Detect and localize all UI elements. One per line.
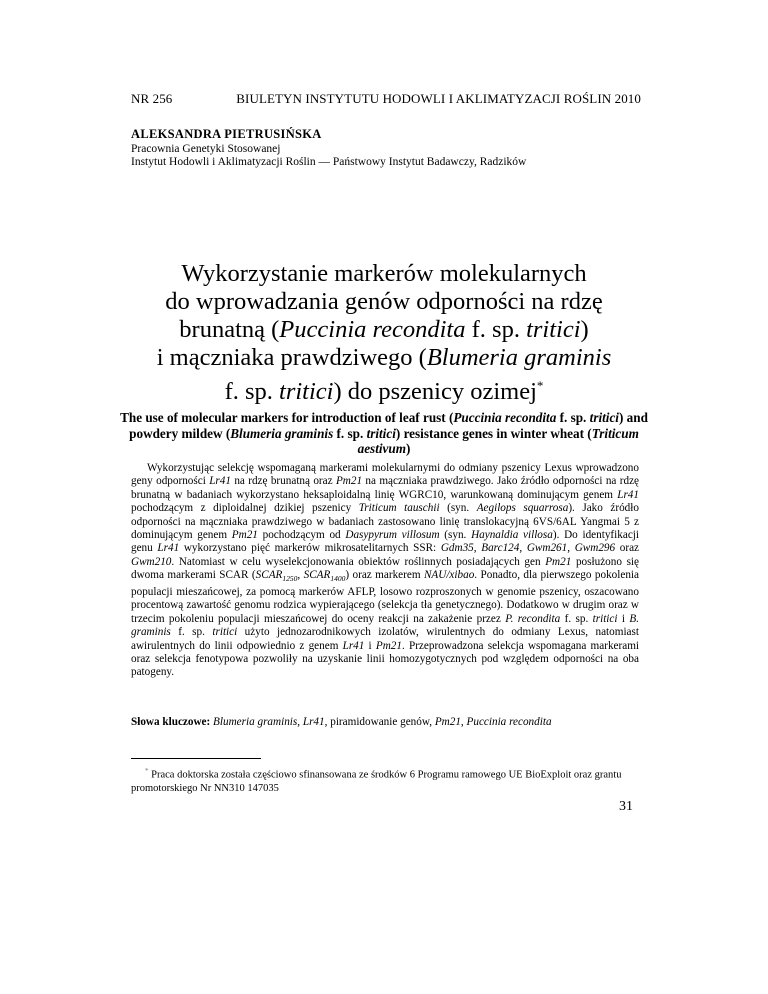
footnote-divider	[131, 758, 261, 759]
issue-number: NR 256	[131, 91, 173, 106]
page-number: 31	[619, 799, 633, 814]
affiliation-lab: Pracownia Genetyki Stosowanej	[131, 143, 281, 155]
title-line: i mączniaka prawdziwego (Blumeria graminis	[156, 344, 612, 371]
title-line: f. sp. tritici) do pszenicy ozimej*	[224, 378, 544, 406]
english-title: The use of molecular markers for introduction of leaf rust (Puccinia recondita f. sp. tritici) and powdery mildew (Blumeria graminis f. sp. tritici) resistance genes in winter wheat (Triticum aestivum)	[120, 410, 648, 456]
footnote-marker: *	[145, 767, 149, 775]
author-block	[131, 128, 651, 169]
keywords-label: Słowa kluczowe:	[131, 716, 211, 728]
footnote: * Praca doktorska została częściowo sfinansowana ze środków 6 Programu ramowego UE BioExploit oraz grantu promotorskiego Nr NN310 147035	[131, 767, 622, 794]
title-line: do wprowadzania genów odporności na rdzę	[165, 288, 603, 315]
title-line: Wykorzystanie markerów molekularnych	[181, 260, 587, 287]
journal-name: BIULETYN INSTYTUTU HODOWLI I AKLIMATYZACJI ROŚLIN 2010	[236, 91, 641, 106]
affiliation-institute: Instytut Hodowli i Aklimatyzacji Roślin — Państwowy Instytut Badawczy, Radzików	[131, 156, 527, 168]
abstract: Wykorzystując selekcję wspomaganą markerami molekularnymi do odmiany pszenicy Lexus wprowadzono geny odporności Lr41 na rdzę brunatną oraz Pm21 na mączniaka prawdziwego. Jako źródło odporności na rdzę brunatną w badaniach wykorzystano heksaploidalną linię WGRC10, warunkowaną dominującym genem Lr41 pochodzącym z diploidalnej dzikiej pszenicy Triticum tauschii (syn. Aegilops squarrosa). Jako źródło odporności na mączniaka prawdziwego w badaniach zastosowano linię translokacyjną 6VS/6AL Yangmai 5 z dominującym genem Pm21 pochodzącym od Dasypyrum villosum (syn. Haynaldia villosa). Do identyfikacji genu Lr41 wykorzystano pięć markerów mikrosatelitarnych SSR: Gdm35, Barc124, Gwm261, Gwm296 oraz Gwm210. Natomiast w celu wyselekcjonowania obiektów roślinnych posiadających gen Pm21 posłużono się dwoma markerami SCAR ($SCAR_{1250}$, $SCAR_{1400}$) oraz markerem NAU/xibao. Ponadto, dla pierwszego pokolenia populacji mieszańcowej, za pomocą markerów AFLP, losowo rozproszonych w genomie pszenicy, oszacowano procentową zawartość genomu rodzica wypierającego (selekcja tła genetycznego). Dodatkowo w drugim oraz w trzecim pokoleniu populacji mieszańcowej do oceny reakcji na zakażenie przez P. recondita f. sp. tritici i B. graminis f. sp. tritici użyto jednozarodnikowych izolatów, wirulentnych do odmiany Lexus, natomiast awirulentnych do linii odpowiednio z genem Lr41 i Pm21. Przeprowadzona selekcja wspomagana markerami oraz selekcja fenotypowa pozwoliły na uzyskanie linii homozygotycznych pod względem odporności na oba patogeny.	[131, 462, 640, 679]
running-header	[131, 91, 641, 107]
footnote-marker: *	[536, 378, 544, 393]
title-line: brunatną (Puccinia recondita f. sp. tritici)	[179, 316, 589, 343]
author-name: ALEKSANDRA PIETRUSIŃSKA	[131, 127, 322, 141]
article-title	[100, 260, 668, 406]
keywords: Słowa kluczowe: Blumeria graminis, Lr41, piramidowanie genów, Pm21, Puccinia recondita	[131, 716, 552, 728]
